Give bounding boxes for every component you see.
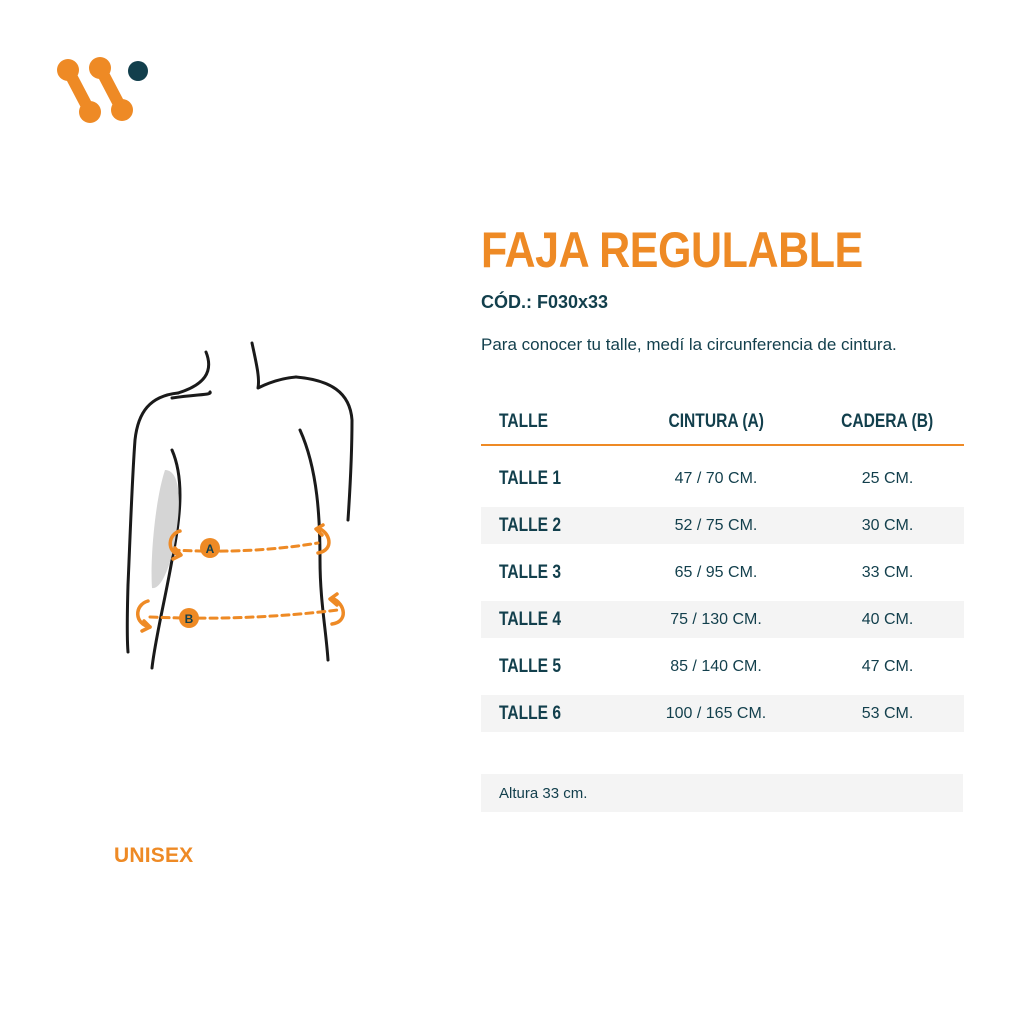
height-note-text: Altura 33 cm. [499, 784, 588, 802]
intro-text: Para conocer tu talle, medí la circunferencia de cintura. [481, 335, 897, 354]
cadera-value: 53 CM. [861, 704, 914, 722]
product-code: CÓD.: F030x33 [481, 292, 609, 312]
cadera-value: 47 CM. [861, 657, 914, 675]
header-cintura: CINTURA (A) [668, 411, 764, 432]
cintura-value: 75 / 130 CM. [670, 610, 762, 628]
size-label: TALLE 2 [499, 514, 562, 536]
cadera-value: 33 CM. [861, 563, 914, 581]
table-row [481, 695, 964, 732]
height-note [481, 774, 963, 812]
size-label: TALLE 1 [499, 467, 562, 489]
brand-logo-icon [54, 54, 154, 126]
marker-b: B [184, 612, 194, 626]
gender-label: UNISEX [114, 844, 194, 867]
size-label: TALLE 5 [499, 655, 562, 677]
table-header [481, 400, 964, 446]
cintura-value: 52 / 75 CM. [674, 516, 758, 534]
product-title: FAJA REGULABLE [481, 222, 863, 278]
cintura-value: 47 / 70 CM. [674, 469, 758, 487]
header-cadera: CADERA (B) [841, 411, 934, 432]
size-label: TALLE 6 [499, 702, 562, 724]
cadera-value: 25 CM. [861, 469, 914, 487]
table-row [481, 460, 964, 497]
cintura-value: 100 / 165 CM. [665, 704, 767, 722]
table-row [481, 601, 964, 638]
header-talle: TALLE [499, 411, 549, 432]
table-row [481, 507, 964, 544]
size-label: TALLE 3 [499, 561, 562, 583]
cadera-value: 40 CM. [861, 610, 914, 628]
marker-a: A [205, 542, 215, 556]
size-table [481, 400, 964, 732]
cintura-value: 65 / 95 CM. [674, 563, 758, 581]
table-row [481, 554, 964, 591]
torso-measurement-icon [110, 330, 370, 680]
cadera-value: 30 CM. [861, 516, 914, 534]
cintura-value: 85 / 140 CM. [670, 657, 762, 675]
table-row [481, 648, 964, 685]
size-label: TALLE 4 [499, 608, 562, 630]
